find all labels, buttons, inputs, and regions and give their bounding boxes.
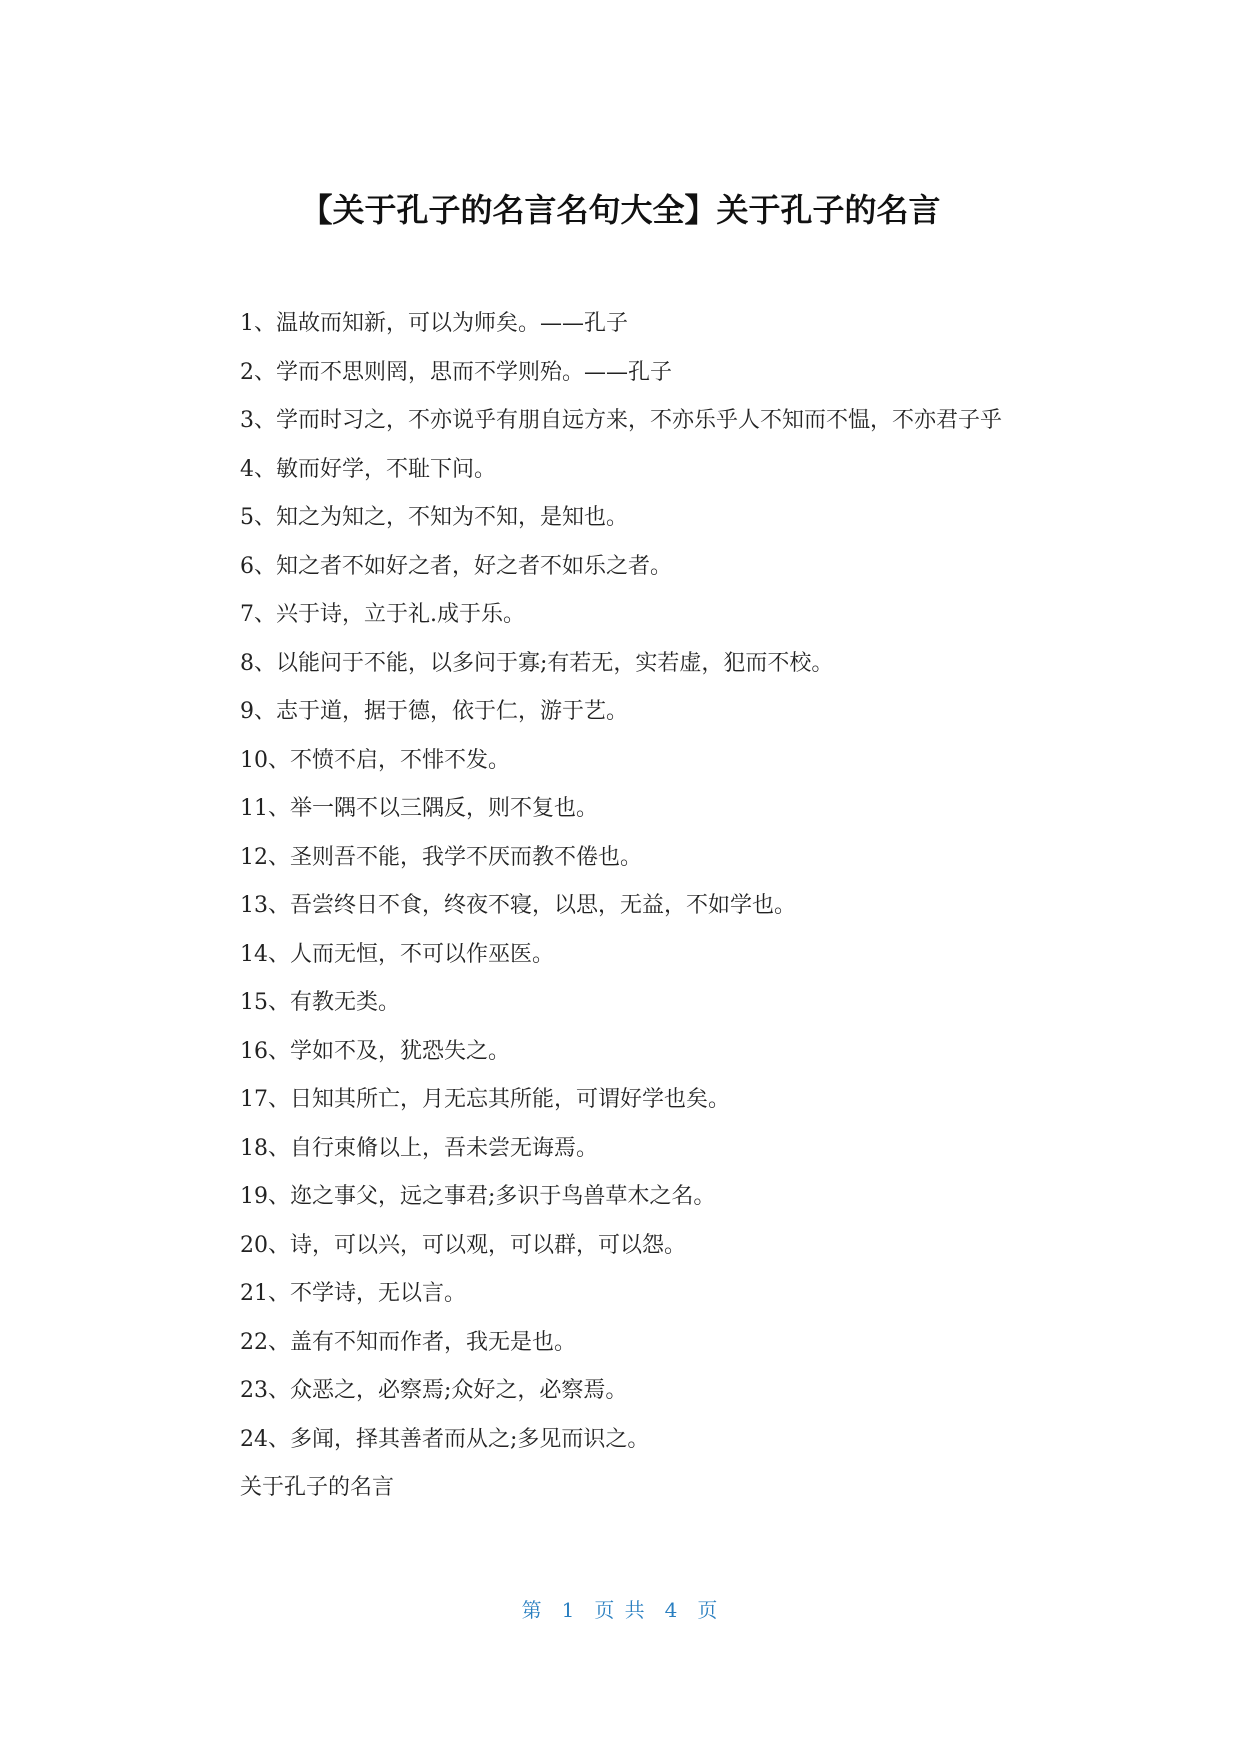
quote-paragraph: 8、以能问于不能，以多问于寡;有若无，实若虚，犯而不校。 xyxy=(240,650,834,676)
quote-paragraph: 20、诗，可以兴，可以观，可以群，可以怨。 xyxy=(240,1232,686,1258)
quote-paragraph: 24、多闻，择其善者而从之;多见而识之。 xyxy=(240,1426,650,1452)
quote-paragraph: 5、知之为知之，不知为不知，是知也。 xyxy=(240,505,628,530)
footer-total-pages: 4 xyxy=(664,1598,680,1622)
footer-middle: 页 共 xyxy=(594,1598,647,1622)
quote-paragraph: 6、知之者不如好之者，好之者不如乐之者。 xyxy=(240,553,672,579)
quote-paragraph: 7、兴于诗，立于礼.成于乐。 xyxy=(240,602,525,627)
quote-paragraph: 17、日知其所亡，月无忘其所能，可谓好学也矣。 xyxy=(240,1087,730,1112)
document-title: 【关于孔子的名言名句大全】关于孔子的名言 xyxy=(300,191,941,229)
footer-current-page: 1 xyxy=(561,1598,577,1622)
footer-prefix: 第 xyxy=(521,1598,544,1622)
document-body xyxy=(188,300,1053,1513)
section-heading: 关于孔子的名言 xyxy=(240,1475,395,1500)
quote-paragraph: 3、学而时习之，不亦说乎有朋自远方来，不亦乐乎人不知而不愠，不亦君子乎 xyxy=(240,408,1002,433)
quote-paragraph: 2、学而不思则罔，思而不学则殆。——孔子 xyxy=(240,359,672,385)
quote-paragraph: 10、不愤不启，不悱不发。 xyxy=(240,747,510,773)
quote-paragraph: 1、温故而知新，可以为师矣。——孔子 xyxy=(240,311,628,336)
page-footer xyxy=(0,1596,1241,1624)
quote-paragraph: 13、吾尝终日不食，终夜不寝，以思，无益，不如学也。 xyxy=(240,893,796,918)
quote-paragraph: 19、迩之事父，远之事君;多识于鸟兽草木之名。 xyxy=(240,1184,716,1209)
quote-paragraph: 12、圣则吾不能，我学不厌而教不倦也。 xyxy=(240,844,642,870)
quote-paragraph: 18、自行束脩以上，吾未尝无诲焉。 xyxy=(240,1135,598,1161)
quote-paragraph: 15、有教无类。 xyxy=(240,990,400,1015)
quote-paragraph: 9、志于道，据于德，依于仁，游于艺。 xyxy=(240,699,628,724)
quote-paragraph: 11、举一隅不以三隅反，则不复也。 xyxy=(240,796,598,821)
quote-paragraph: 4、敏而好学，不耻下问。 xyxy=(240,456,496,482)
quote-paragraph: 22、盖有不知而作者，我无是也。 xyxy=(240,1329,576,1355)
quote-paragraph: 21、不学诗，无以言。 xyxy=(240,1281,466,1306)
quote-paragraph: 23、众恶之，必察焉;众好之，必察焉。 xyxy=(240,1378,628,1403)
footer-suffix: 页 xyxy=(697,1598,720,1622)
quote-paragraph: 14、人而无恒，不可以作巫医。 xyxy=(240,941,554,967)
quote-paragraph: 16、学如不及，犹恐失之。 xyxy=(240,1038,510,1064)
